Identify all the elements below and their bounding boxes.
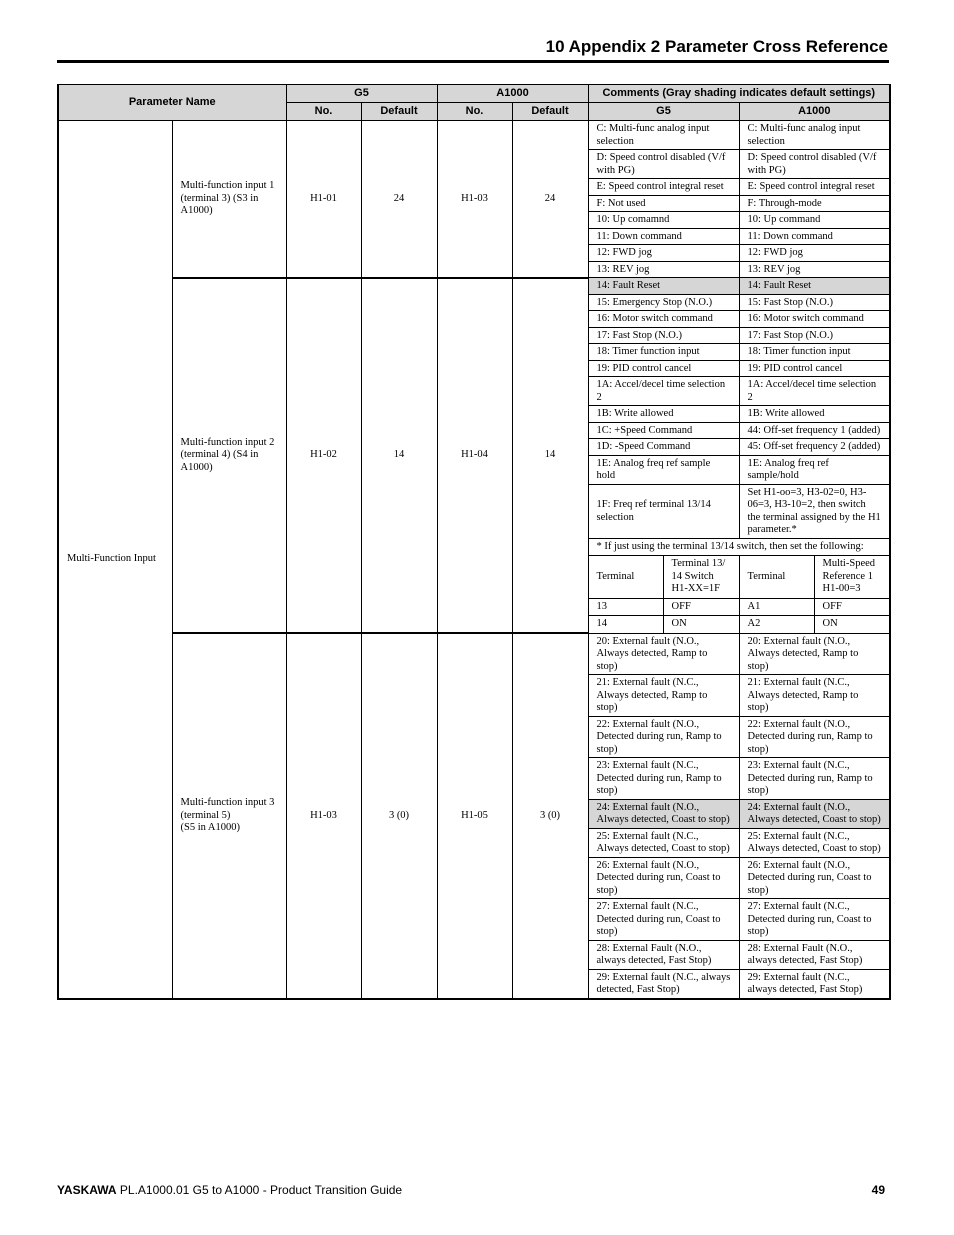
comment-a1000: 13: REV jog (739, 261, 890, 278)
a-default-cell: 3 (0) (512, 633, 588, 999)
comment-g5: 1E: Analog freq ref sample hold (588, 455, 739, 484)
a-default-cell: 24 (512, 121, 588, 278)
comment-g5: 11: Down command (588, 228, 739, 245)
comment-a1000: 10: Up command (739, 212, 890, 229)
header-a1000: A1000 (437, 85, 588, 103)
comment-a1000: 22: External fault (N.O., Detected during run, Ramp to stop) (739, 716, 890, 758)
comment-a1000: 17: Fast Stop (N.O.) (739, 327, 890, 344)
table-row (58, 121, 890, 150)
comment-g5: 28: External Fault (N.O., always detected, Fast Stop) (588, 940, 739, 969)
comment-a1000: 21: External fault (N.C., Always detected, Ramp to stop) (739, 675, 890, 717)
subtable-header: Terminal (588, 556, 663, 599)
comment-a1000: 24: External fault (N.O., Always detected, Coast to stop) (739, 799, 890, 828)
comment-a1000: Set H1-oo=3, H3-02=0, H3-06=3, H3-10=2, then switch the terminal assigned by the H1 parameter.* (739, 484, 890, 538)
subtable-header: Terminal 13/ 14 Switch H1-XX=1F (663, 556, 739, 599)
comment-a1000: 1A: Accel/decel time selection 2 (739, 377, 890, 406)
subtable-cell: A1 (739, 598, 814, 616)
comment-g5: 22: External fault (N.O., Detected during run, Ramp to stop) (588, 716, 739, 758)
comment-a1000: C: Multi-func analog input selection (739, 121, 890, 150)
a-no-cell: H1-03 (437, 121, 512, 278)
subtable-cell: OFF (814, 598, 890, 616)
subtable-cell: A2 (739, 616, 814, 634)
comment-a1000: 25: External fault (N.C., Always detected, Coast to stop) (739, 828, 890, 857)
comment-a1000: 18: Timer function input (739, 344, 890, 361)
comment-g5: 20: External fault (N.O., Always detected, Ramp to stop) (588, 633, 739, 675)
g5-default-cell: 3 (0) (361, 633, 437, 999)
comment-g5: 26: External fault (N.O., Detected during run, Coast to stop) (588, 857, 739, 899)
comment-g5: 12: FWD jog (588, 245, 739, 262)
comment-a1000: 1E: Analog freq ref sample/hold (739, 455, 890, 484)
footnote-text: * If just using the terminal 13/14 switch, then set the following: (588, 538, 890, 556)
comment-g5: 24: External fault (N.O., Always detected, Coast to stop) (588, 799, 739, 828)
header-g5-default: Default (361, 103, 437, 121)
g5-no-cell: H1-02 (286, 278, 361, 634)
comment-a1000: 27: External fault (N.C., Detected during run, Coast to stop) (739, 899, 890, 941)
table-row (58, 278, 890, 295)
comment-g5: 1F: Freq ref terminal 13/14 selection (588, 484, 739, 538)
comment-g5: 16: Motor switch command (588, 311, 739, 328)
footer-page-number: 49 (871, 1183, 885, 1197)
comment-a1000: 29: External fault (N.C., always detected, Fast Stop) (739, 969, 890, 999)
comment-g5: 19: PID control cancel (588, 360, 739, 377)
a-default-cell: 14 (512, 278, 588, 634)
comment-g5: F: Not used (588, 195, 739, 212)
header-rule (57, 60, 889, 63)
subtable-cell: ON (663, 616, 739, 634)
comment-g5: 29: External fault (N.C., always detected, Fast Stop) (588, 969, 739, 999)
comment-a1000: 14: Fault Reset (739, 278, 890, 295)
g5-default-cell: 24 (361, 121, 437, 278)
comment-g5: 1B: Write allowed (588, 406, 739, 423)
comment-a1000: 15: Fast Stop (N.O.) (739, 294, 890, 311)
parameter-group-name: Multi-Function Input (58, 121, 172, 999)
header-parameter-name: Parameter Name (58, 85, 286, 121)
parameter-table-body (58, 85, 890, 999)
comment-g5: 1A: Accel/decel time selection 2 (588, 377, 739, 406)
subtable-cell: 13 (588, 598, 663, 616)
subtable-cell: 14 (588, 616, 663, 634)
comment-g5: D: Speed control disabled (V/f with PG) (588, 150, 739, 179)
subtable-cell: ON (814, 616, 890, 634)
comment-a1000: 26: External fault (N.O., Detected during run, Coast to stop) (739, 857, 890, 899)
header-comments-a1000: A1000 (739, 103, 890, 121)
comment-g5: 14: Fault Reset (588, 278, 739, 295)
table-row (58, 633, 890, 675)
header-comments-g5: G5 (588, 103, 739, 121)
header-g5-no: No. (286, 103, 361, 121)
comment-a1000: 45: Off-set frequency 2 (added) (739, 439, 890, 456)
comment-a1000: 23: External fault (N.C., Detected during run, Ramp to stop) (739, 758, 890, 800)
comment-a1000: E: Speed control integral reset (739, 179, 890, 196)
g5-no-cell: H1-03 (286, 633, 361, 999)
comment-a1000: 19: PID control cancel (739, 360, 890, 377)
header-a1000-default: Default (512, 103, 588, 121)
comment-g5: 27: External fault (N.C., Detected during run, Coast to stop) (588, 899, 739, 941)
parameter-name: Multi-function input 3 (terminal 5) (S5 in A1000) (172, 633, 286, 999)
comment-g5: C: Multi-func analog input selection (588, 121, 739, 150)
comment-a1000: D: Speed control disabled (V/f with PG) (739, 150, 890, 179)
comment-a1000: 28: External Fault (N.O., always detected, Fast Stop) (739, 940, 890, 969)
header-comments: Comments (Gray shading indicates default settings) (588, 85, 890, 103)
comment-a1000: 12: FWD jog (739, 245, 890, 262)
comment-g5: 13: REV jog (588, 261, 739, 278)
comment-g5: 25: External fault (N.C., Always detected, Coast to stop) (588, 828, 739, 857)
subtable-cell: OFF (663, 598, 739, 616)
comment-g5: 15: Emergency Stop (N.O.) (588, 294, 739, 311)
comment-g5: 18: Timer function input (588, 344, 739, 361)
comment-g5: 21: External fault (N.C., Always detected, Ramp to stop) (588, 675, 739, 717)
header-g5: G5 (286, 85, 437, 103)
subtable-header: Terminal (739, 556, 814, 599)
page-footer (57, 1183, 885, 1197)
subtable-header: Multi-Speed Reference 1 H1-00=3 (814, 556, 890, 599)
parameter-table (57, 84, 891, 1000)
comment-g5: E: Speed control integral reset (588, 179, 739, 196)
comment-a1000: 44: Off-set frequency 1 (added) (739, 422, 890, 439)
comment-a1000: F: Through-mode (739, 195, 890, 212)
comment-a1000: 1B: Write allowed (739, 406, 890, 423)
comment-a1000: 11: Down command (739, 228, 890, 245)
g5-default-cell: 14 (361, 278, 437, 634)
comment-g5: 23: External fault (N.C., Detected during run, Ramp to stop) (588, 758, 739, 800)
comment-a1000: 16: Motor switch command (739, 311, 890, 328)
page-header-title: 10 Appendix 2 Parameter Cross Reference (545, 37, 888, 56)
comment-g5: 17: Fast Stop (N.O.) (588, 327, 739, 344)
footer-document-title: PL.A1000.01 G5 to A1000 - Product Transition Guide (116, 1183, 403, 1197)
a-no-cell: H1-04 (437, 278, 512, 634)
comment-g5: 1C: +Speed Command (588, 422, 739, 439)
parameter-name: Multi-function input 1 (terminal 3) (S3 in A1000) (172, 121, 286, 278)
a-no-cell: H1-05 (437, 633, 512, 999)
parameter-name: Multi-function input 2 (terminal 4) (S4 in A1000) (172, 278, 286, 634)
comment-a1000: 20: External fault (N.O., Always detected, Ramp to stop) (739, 633, 890, 675)
comment-g5: 1D: -Speed Command (588, 439, 739, 456)
g5-no-cell: H1-01 (286, 121, 361, 278)
header-a1000-no: No. (437, 103, 512, 121)
footer-brand: YASKAWA (57, 1183, 117, 1197)
comment-g5: 10: Up comamnd (588, 212, 739, 229)
